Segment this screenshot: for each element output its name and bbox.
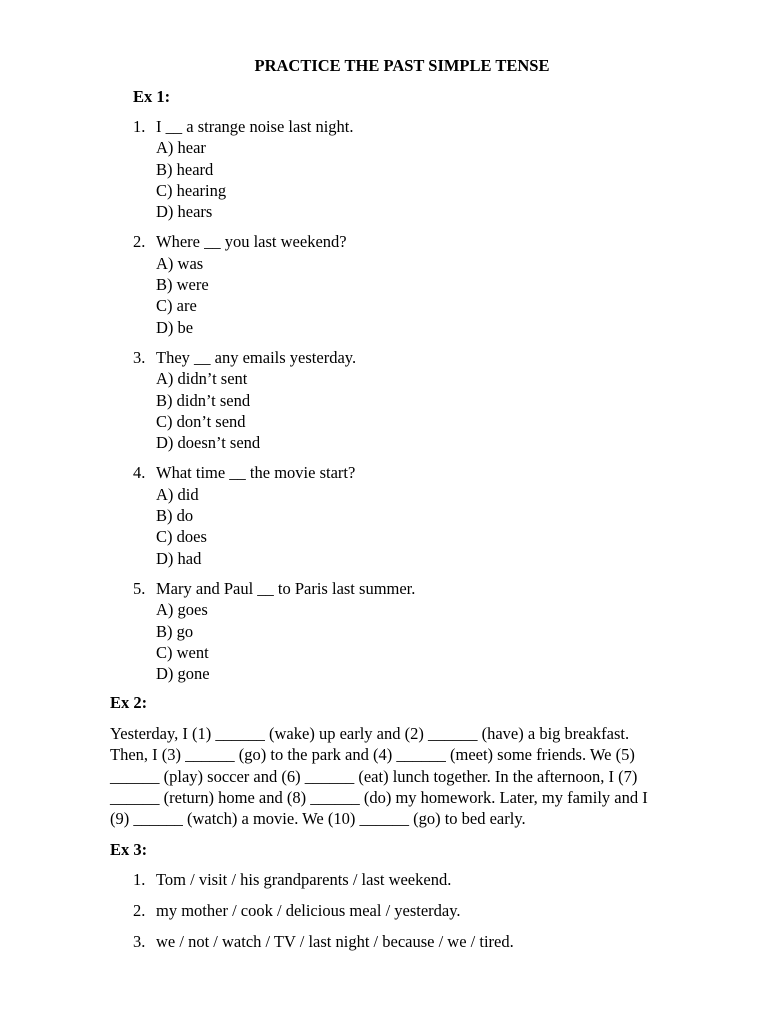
exercise-2-heading: Ex 2: <box>110 693 148 712</box>
question-5 <box>133 578 415 684</box>
exercise-3-item-1 <box>133 869 514 890</box>
question-text: They __ any emails yesterday. <box>156 347 357 367</box>
option-c: C) went <box>156 642 209 662</box>
paragraph-line: (9) ______ (watch) a movie. We (10) ______ (go) to bed early. <box>110 809 526 829</box>
page-title: PRACTICE THE PAST SIMPLE TENSE <box>254 56 550 75</box>
option-b: B) go <box>156 621 194 641</box>
paragraph-line: Then, I (3) ______ (go) to the park and (4) ______ (meet) some friends. We (5) <box>110 745 635 765</box>
option-a: A) hear <box>156 138 206 158</box>
question-4 <box>133 462 415 568</box>
paragraph-line: ______ (play) soccer and (6) ______ (eat) lunch together. In the afternoon, I (7) <box>110 766 638 786</box>
option-c: C) does <box>156 527 207 547</box>
paragraph-line: Yesterday, I (1) ______ (wake) up early and (2) ______ (have) a big breakfast. <box>110 724 630 743</box>
exercise-1-heading: Ex 1: <box>133 87 171 106</box>
item-number: 2. <box>133 900 146 920</box>
option-list <box>133 253 415 338</box>
exercise-1-question-list <box>133 116 415 693</box>
question-number: 4. <box>133 463 146 483</box>
option-b: B) do <box>156 506 194 526</box>
option-list <box>133 599 415 684</box>
question-number: 3. <box>133 347 146 367</box>
question-number: 1. <box>133 117 146 136</box>
item-text: Tom / visit / his grandparents / last weekend. <box>156 870 452 889</box>
option-d: D) had <box>156 548 202 568</box>
option-d: D) gone <box>156 664 210 684</box>
option-b: B) were <box>156 275 209 295</box>
question-text: I __ a strange noise last night. <box>156 117 354 136</box>
item-text: we / not / watch / TV / last night / because / we / tired. <box>156 931 514 951</box>
option-d: D) hears <box>156 202 213 222</box>
question-text: Where __ you last weekend? <box>156 232 347 252</box>
option-list <box>133 484 415 569</box>
exercise-3-item-list <box>133 869 514 961</box>
item-number: 1. <box>133 870 146 889</box>
option-a: A) goes <box>156 600 208 620</box>
option-b: B) didn’t send <box>156 390 251 410</box>
question-text: Mary and Paul __ to Paris last summer. <box>156 578 416 598</box>
item-text: my mother / cook / delicious meal / yesterday. <box>156 900 461 920</box>
option-c: C) are <box>156 296 197 316</box>
question-number: 2. <box>133 232 146 252</box>
question-2 <box>133 231 415 337</box>
exercise-3-heading: Ex 3: <box>110 840 148 859</box>
option-c: C) hearing <box>156 180 227 200</box>
question-3 <box>133 347 415 453</box>
exercise-2-paragraph <box>110 723 710 829</box>
option-b: B) heard <box>156 159 214 179</box>
paragraph-line: ______ (return) home and (8) ______ (do) my homework. Later, my family and I <box>110 787 648 807</box>
question-text: What time __ the movie start? <box>156 463 356 483</box>
exercise-3-item-2 <box>133 900 514 921</box>
option-a: A) did <box>156 484 199 504</box>
option-list <box>133 137 415 222</box>
option-d: D) doesn’t send <box>156 433 261 453</box>
question-1 <box>133 116 415 222</box>
option-list <box>133 368 415 453</box>
question-number: 5. <box>133 578 146 598</box>
option-c: C) don’t send <box>156 411 246 431</box>
option-d: D) be <box>156 317 194 337</box>
exercise-3-item-3 <box>133 931 514 952</box>
option-a: A) didn’t sent <box>156 369 248 389</box>
item-number: 3. <box>133 931 146 951</box>
option-a: A) was <box>156 253 204 273</box>
